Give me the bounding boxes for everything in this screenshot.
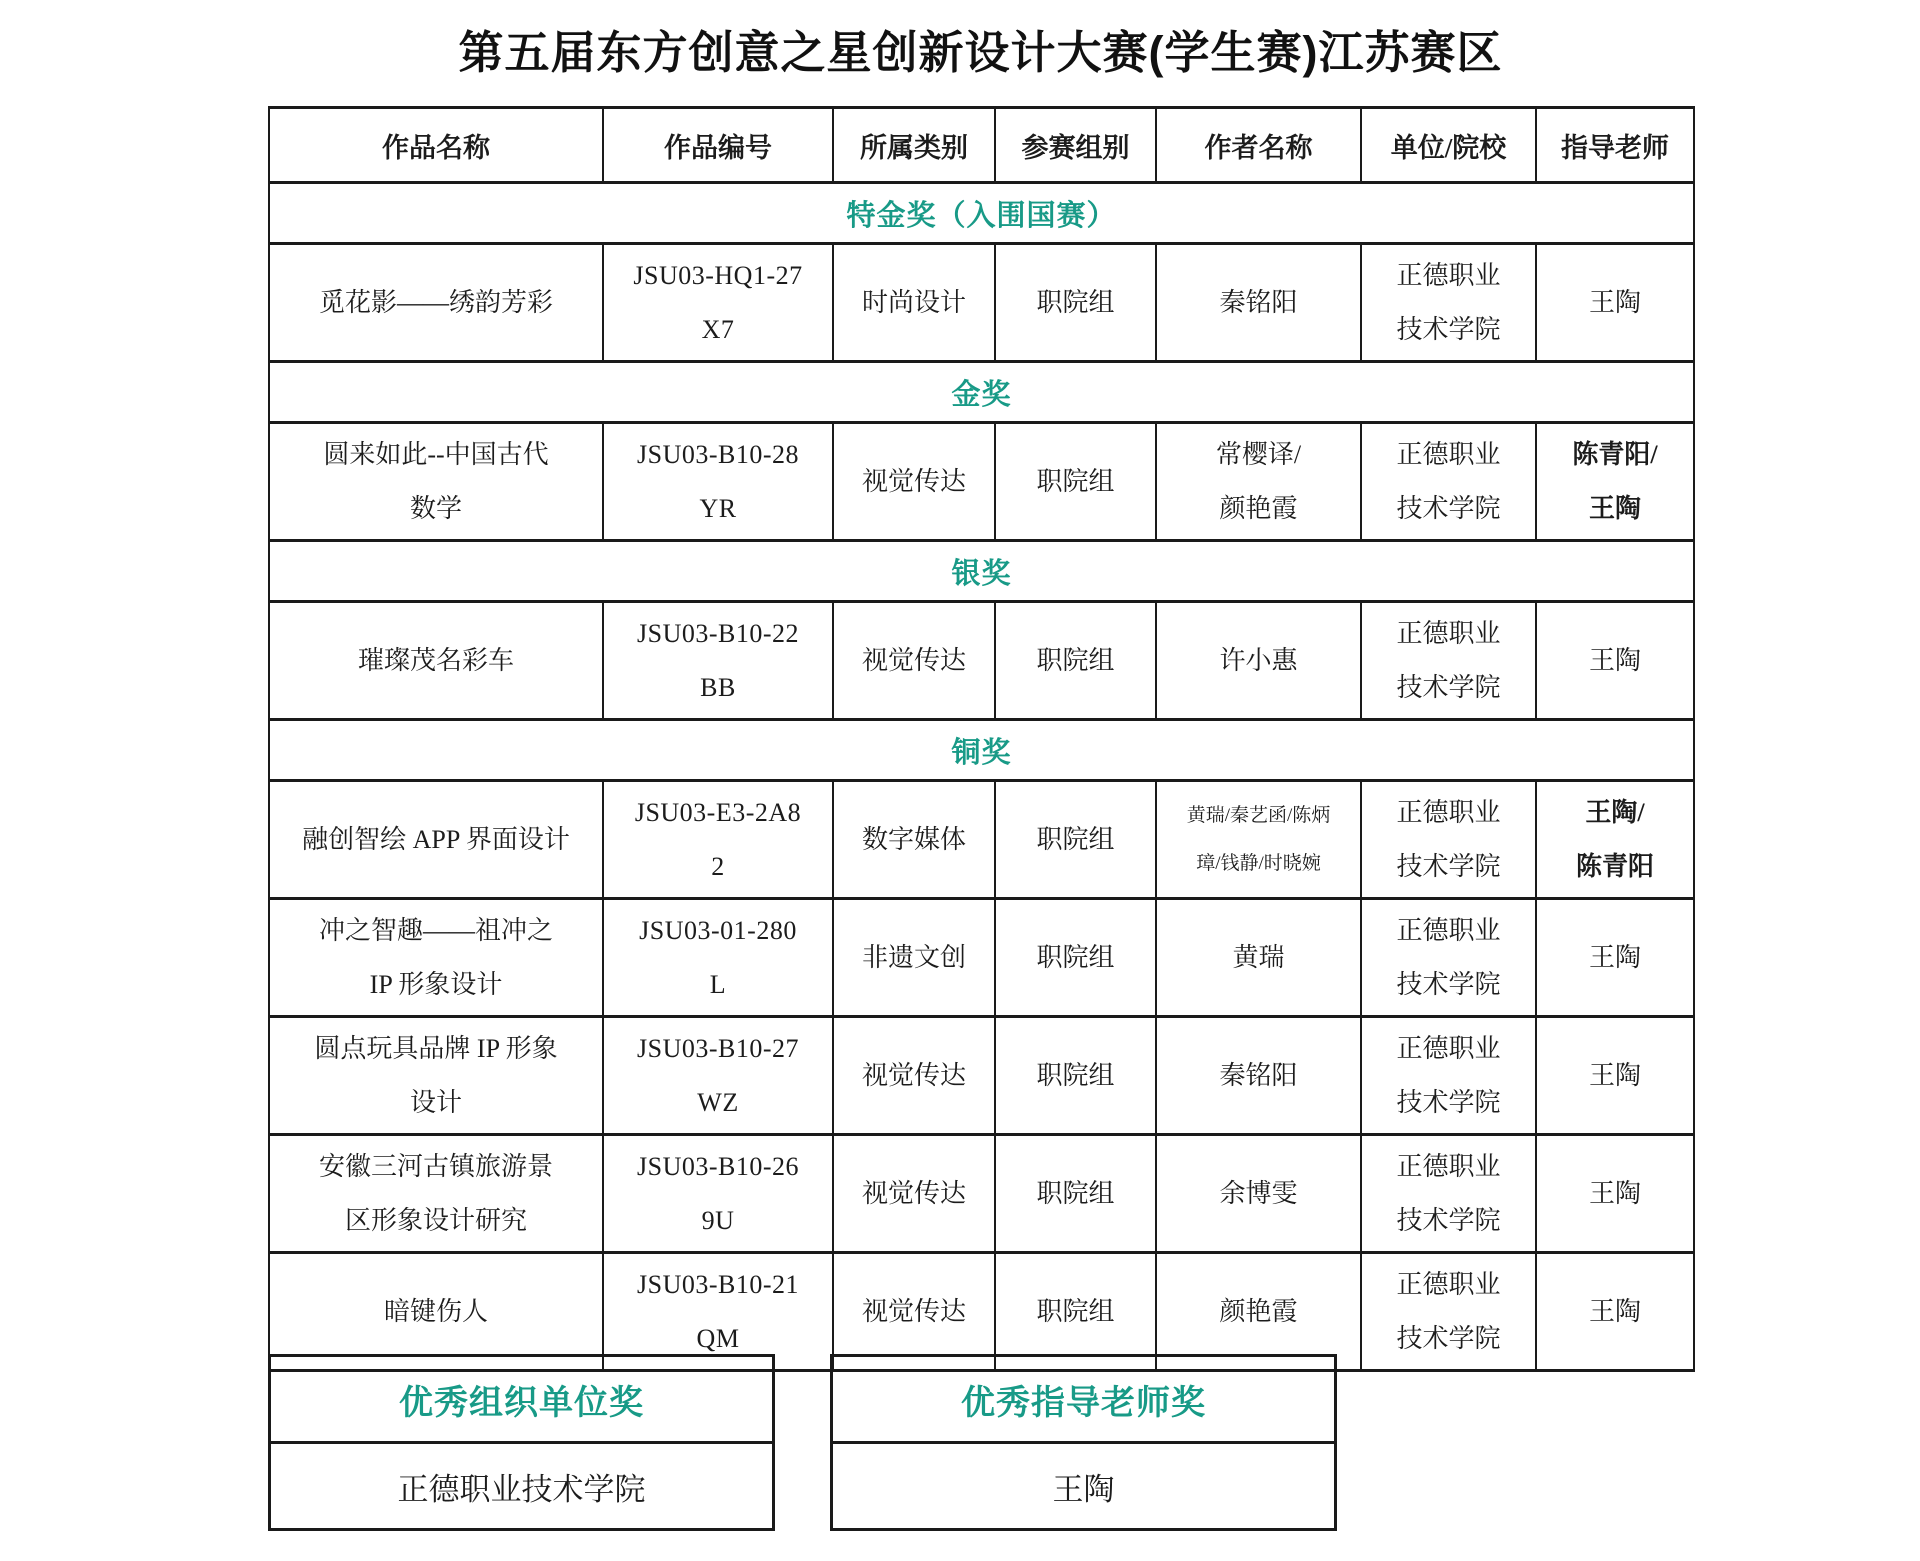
group-cell: 职院组 xyxy=(995,244,1156,362)
code-cell: JSU03-B10-27 WZ xyxy=(603,1017,833,1135)
award-band-row xyxy=(269,362,1694,423)
award-band-label: 金奖 xyxy=(269,362,1694,423)
category-cell: 视觉传达 xyxy=(833,423,995,541)
name-cell: 圆来如此--中国古代 数学 xyxy=(269,423,603,541)
authors-cell: 秦铭阳 xyxy=(1156,244,1361,362)
code-cell: JSU03-B10-28 YR xyxy=(603,423,833,541)
authors-cell: 颜艳霞 xyxy=(1156,1253,1361,1371)
code-cell: JSU03-B10-22 BB xyxy=(603,602,833,720)
org-award-title: 优秀组织单位奖 xyxy=(270,1356,774,1443)
col-header-work-name: 作品名称 xyxy=(269,108,603,183)
teacher-cell: 王陶 xyxy=(1536,1017,1694,1135)
award-band-row xyxy=(269,541,1694,602)
school-cell: 正德职业 技术学院 xyxy=(1361,1135,1536,1253)
org-award-header-row xyxy=(270,1356,774,1443)
code-cell: JSU03-HQ1-27 X7 xyxy=(603,244,833,362)
group-cell: 职院组 xyxy=(995,1135,1156,1253)
teacher-award-title: 优秀指导老师奖 xyxy=(832,1356,1336,1443)
col-header-school: 单位/院校 xyxy=(1361,108,1536,183)
teacher-cell: 陈青阳/ 王陶 xyxy=(1536,423,1694,541)
teacher-award-value-row xyxy=(832,1443,1336,1530)
school-cell: 正德职业 技术学院 xyxy=(1361,781,1536,899)
school-cell: 正德职业 技术学院 xyxy=(1361,899,1536,1017)
category-cell: 视觉传达 xyxy=(833,1253,995,1371)
award-band-label: 铜奖 xyxy=(269,720,1694,781)
group-cell: 职院组 xyxy=(995,1253,1156,1371)
authors-cell: 黄瑞 xyxy=(1156,899,1361,1017)
code-cell: JSU03-E3-2A8 2 xyxy=(603,781,833,899)
code-cell: JSU03-B10-26 9U xyxy=(603,1135,833,1253)
teacher-award-value: 王陶 xyxy=(832,1443,1336,1530)
award-band-label: 特金奖（入围国赛） xyxy=(269,183,1694,244)
name-cell: 圆点玩具品牌 IP 形象 设计 xyxy=(269,1017,603,1135)
org-award-value-row xyxy=(270,1443,774,1530)
header-row xyxy=(269,108,1694,183)
table-row xyxy=(269,602,1694,720)
name-cell: 暗键伤人 xyxy=(269,1253,603,1371)
org-award-table xyxy=(268,1354,775,1531)
teacher-cell: 王陶/ 陈青阳 xyxy=(1536,781,1694,899)
org-award-value: 正德职业技术学院 xyxy=(270,1443,774,1530)
col-header-authors: 作者名称 xyxy=(1156,108,1361,183)
authors-cell: 常樱译/ 颜艳霞 xyxy=(1156,423,1361,541)
category-cell: 数字媒体 xyxy=(833,781,995,899)
award-band-row xyxy=(269,720,1694,781)
col-header-group: 参赛组别 xyxy=(995,108,1156,183)
category-cell: 视觉传达 xyxy=(833,1135,995,1253)
table-row xyxy=(269,1017,1694,1135)
category-cell: 视觉传达 xyxy=(833,1017,995,1135)
award-band-row xyxy=(269,183,1694,244)
teacher-cell: 王陶 xyxy=(1536,1135,1694,1253)
teacher-cell: 王陶 xyxy=(1536,602,1694,720)
teacher-award-header-row xyxy=(832,1356,1336,1443)
awards-table-body xyxy=(269,183,1694,1371)
table-row xyxy=(269,423,1694,541)
category-cell: 时尚设计 xyxy=(833,244,995,362)
teacher-cell: 王陶 xyxy=(1536,1253,1694,1371)
category-cell: 视觉传达 xyxy=(833,602,995,720)
school-cell: 正德职业 技术学院 xyxy=(1361,1017,1536,1135)
awards-table xyxy=(268,106,1695,1372)
code-cell: JSU03-01-280 L xyxy=(603,899,833,1017)
group-cell: 职院组 xyxy=(995,423,1156,541)
name-cell: 安徽三河古镇旅游景 区形象设计研究 xyxy=(269,1135,603,1253)
authors-cell: 许小惠 xyxy=(1156,602,1361,720)
table-row xyxy=(269,781,1694,899)
group-cell: 职院组 xyxy=(995,899,1156,1017)
authors-cell: 秦铭阳 xyxy=(1156,1017,1361,1135)
name-cell: 觅花影——绣韵芳彩 xyxy=(269,244,603,362)
category-cell: 非遗文创 xyxy=(833,899,995,1017)
group-cell: 职院组 xyxy=(995,1017,1156,1135)
table-row xyxy=(269,1253,1694,1371)
name-cell: 冲之智趣——祖冲之 IP 形象设计 xyxy=(269,899,603,1017)
group-cell: 职院组 xyxy=(995,781,1156,899)
table-row xyxy=(269,1135,1694,1253)
col-header-work-code: 作品编号 xyxy=(603,108,833,183)
authors-cell: 余博雯 xyxy=(1156,1135,1361,1253)
name-cell: 璀璨茂名彩车 xyxy=(269,602,603,720)
name-cell: 融创智绘 APP 界面设计 xyxy=(269,781,603,899)
code-cell: JSU03-B10-21 QM xyxy=(603,1253,833,1371)
award-band-label: 银奖 xyxy=(269,541,1694,602)
school-cell: 正德职业 技术学院 xyxy=(1361,244,1536,362)
school-cell: 正德职业 技术学院 xyxy=(1361,1253,1536,1371)
page-title: 第五届东方创意之星创新设计大赛(学生赛)江苏赛区 xyxy=(458,27,1503,78)
school-cell: 正德职业 技术学院 xyxy=(1361,423,1536,541)
authors-cell: 黄瑞/秦艺函/陈炳 璋/钱静/时晓婉 xyxy=(1156,781,1361,899)
teacher-cell: 王陶 xyxy=(1536,899,1694,1017)
teacher-award-table xyxy=(830,1354,1337,1531)
group-cell: 职院组 xyxy=(995,602,1156,720)
col-header-category: 所属类别 xyxy=(833,108,995,183)
table-row xyxy=(269,899,1694,1017)
table-row xyxy=(269,244,1694,362)
col-header-teacher: 指导老师 xyxy=(1536,108,1694,183)
school-cell: 正德职业 技术学院 xyxy=(1361,602,1536,720)
teacher-cell: 王陶 xyxy=(1536,244,1694,362)
